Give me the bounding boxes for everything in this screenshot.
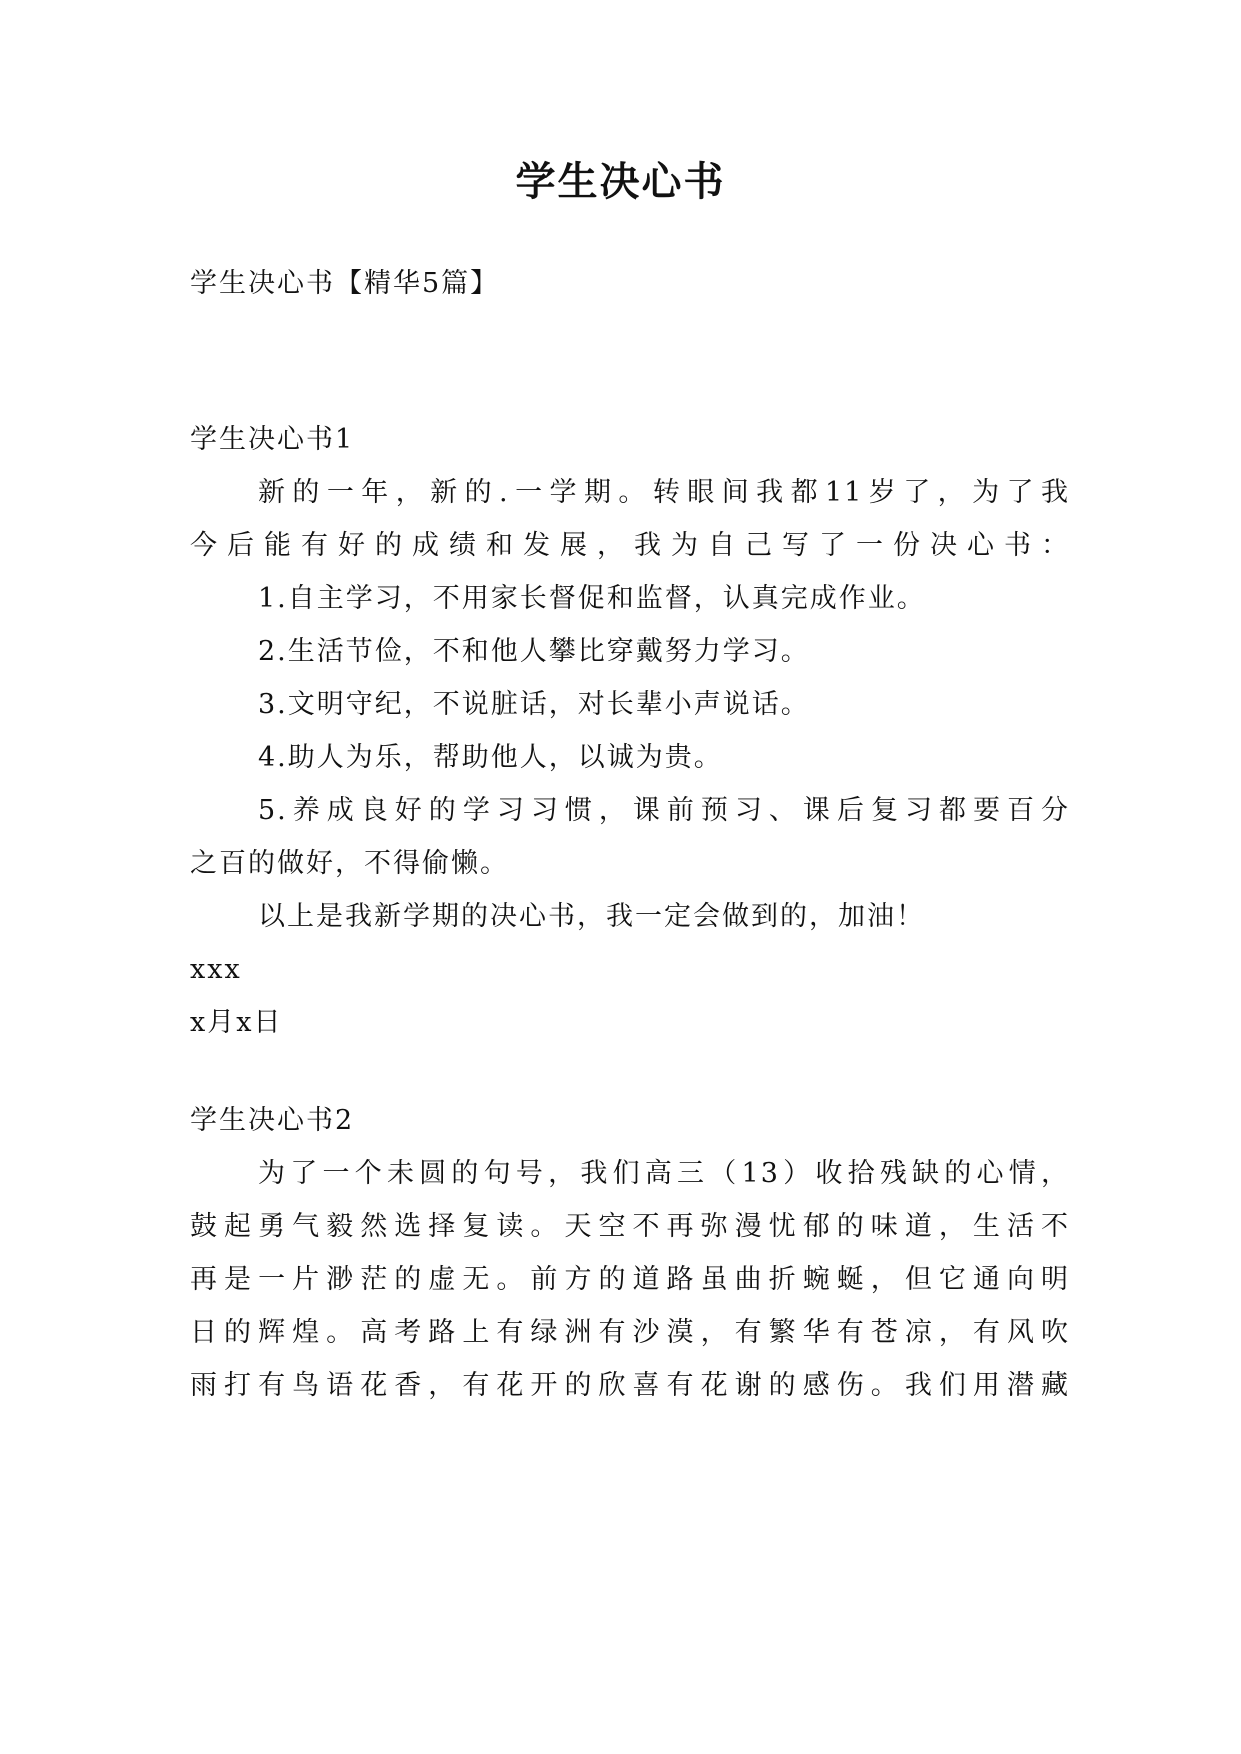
section-1-signature: xxx xyxy=(190,954,242,985)
section-2-paragraph-line: 为了一个未圆的句号，我们高三（13）收拾残缺的心情， xyxy=(258,1158,1070,1189)
section-1-list-item-3: 3.文明守纪，不说脏话，对长辈小声说话。 xyxy=(258,689,810,720)
section-1-list-item-4: 4.助人为乐，帮助他人，以诚为贵。 xyxy=(258,742,723,773)
section-2-paragraph-line: 日的辉煌。高考路上有绿洲有沙漠，有繁华有苍凉，有风吹 xyxy=(190,1317,1070,1348)
section-2-paragraph-line: 鼓起勇气毅然选择复读。天空不再弥漫忧郁的味道，生活不 xyxy=(190,1211,1070,1242)
section-1-heading: 学生决心书1 xyxy=(190,424,355,455)
section-1-list-item-5: 5.养成良好的学习习惯，课前预习、课后复习都要百分 xyxy=(258,795,1070,826)
section-1-list-item-5-cont: 之百的做好，不得偷懒。 xyxy=(190,848,509,879)
section-2-paragraph-line: 雨打有鸟语花香，有花开的欣喜有花谢的感伤。我们用潜藏 xyxy=(190,1370,1070,1401)
section-1-list-item-1: 1.自主学习，不用家长督促和监督，认真完成作业。 xyxy=(258,583,926,614)
section-1-paragraph-line: 新的一年，新的.一学期。转眼间我都11岁了，为了我 xyxy=(258,477,1070,508)
document-title: 学生决心书 xyxy=(515,158,726,205)
section-1-list-item-2: 2.生活节俭，不和他人攀比穿戴努力学习。 xyxy=(258,636,810,667)
document-subtitle: 学生决心书【精华5篇】 xyxy=(190,268,500,299)
section-2-paragraph-line: 再是一片渺茫的虚无。前方的道路虽曲折蜿蜒，但它通向明 xyxy=(190,1264,1070,1295)
section-1-paragraph-line: 今后能有好的成绩和发展，我为自己写了一份决心书： xyxy=(190,530,1070,561)
section-1-closing: 以上是我新学期的决心书，我一定会做到的，加油！ xyxy=(258,901,925,932)
section-2-heading: 学生决心书2 xyxy=(190,1105,355,1136)
section-1-date: x月x日 xyxy=(190,1007,283,1038)
